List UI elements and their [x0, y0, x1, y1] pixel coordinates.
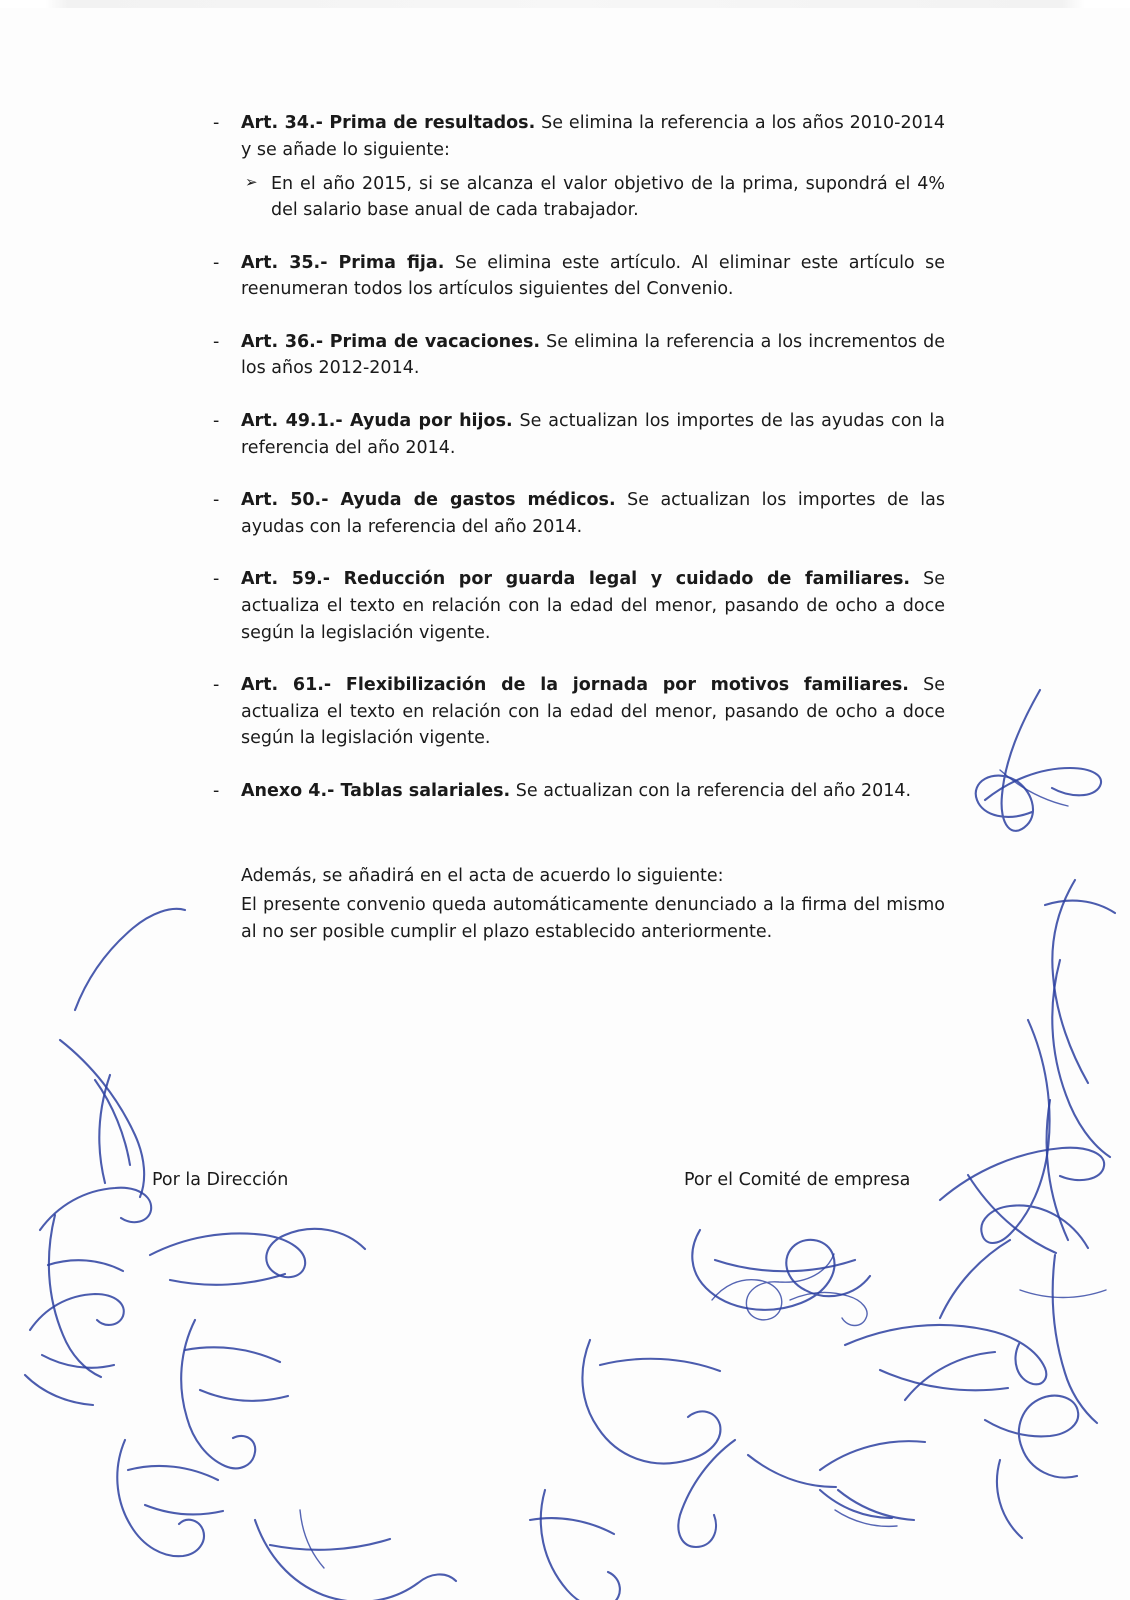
list-item — [205, 566, 945, 646]
bullet-dash: - — [213, 490, 220, 511]
bullet-dash: - — [213, 411, 220, 432]
signature-label-committee: Por el Comité de empresa — [684, 1170, 911, 1190]
list-item — [205, 778, 945, 805]
bullet-dash: - — [213, 252, 220, 273]
article-body: Se elimina la referencia a los años 2010-2014 y se añade lo siguiente: — [241, 113, 945, 160]
article-title: Art. 35.- Prima fija. — [241, 252, 445, 273]
article-body: Se elimina la referencia a los incrementos de los años 2012-2014. — [241, 331, 945, 379]
sub-item — [241, 171, 945, 224]
closing-line-1: Además, se añadirá en el acta de acuerdo lo siguiente: — [241, 865, 724, 886]
list-item — [205, 672, 945, 752]
list-item — [205, 250, 945, 303]
article-title: Art. 34.- Prima de resultados. — [241, 113, 536, 133]
document-body — [205, 110, 945, 948]
bullet-dash: - — [213, 113, 220, 133]
article-title: Art. 59.- Reducción por guarda legal y cuidado de familiares. — [241, 569, 911, 590]
arrow-icon: ➢ — [245, 173, 258, 192]
article-title: Art. 61.- Flexibilización de la jornada por motivos familiares. — [241, 675, 909, 696]
article-body: Se actualizan con la referencia del año 2014. — [510, 781, 912, 801]
sub-item-text: En el año 2015, si se alcanza el valor objetivo de la prima, supondrá el 4% del salario base anual de cada trabajador. — [271, 174, 945, 221]
article-body: Se actualizan los importes de las ayudas con la referencia del año 2014. — [241, 490, 945, 537]
bullet-dash: - — [213, 569, 220, 590]
list-item — [205, 110, 945, 224]
article-title: Art. 49.1.- Ayuda por hijos. — [241, 411, 513, 432]
list-item — [205, 487, 945, 540]
article-title: Art. 36.- Prima de vacaciones. — [241, 331, 541, 352]
article-body: Se actualiza el texto en relación con la edad del menor, pasando de ocho a doce según la legislación vigente. — [241, 675, 945, 749]
bullet-dash: - — [213, 781, 220, 801]
article-title: Anexo 4.- Tablas salariales. — [241, 781, 511, 801]
article-title: Art. 50.- Ayuda de gastos médicos. — [241, 490, 616, 511]
list-item — [205, 408, 945, 461]
article-list — [205, 110, 945, 805]
signature-label-direction: Por la Dirección — [152, 1170, 289, 1190]
article-body: Se actualizan los importes de las ayudas con la referencia del año 2014. — [241, 411, 945, 458]
article-body: Se elimina este artículo. Al eliminar este artículo se reenumeran todos los artículos siguientes del Convenio. — [241, 252, 945, 300]
bullet-dash: - — [213, 675, 220, 696]
article-body: Se actualiza el texto en relación con la edad del menor, pasando de ocho a doce según la legislación vigente. — [241, 569, 945, 643]
closing-line-2: El presente convenio queda automáticamente denunciado a la firma del mismo al no ser posible cumplir el plazo establecido anteriormente. — [241, 894, 945, 942]
page-top-edge — [0, 0, 1130, 8]
list-item — [205, 329, 945, 382]
closing-paragraph — [205, 863, 945, 946]
bullet-dash: - — [213, 331, 220, 352]
